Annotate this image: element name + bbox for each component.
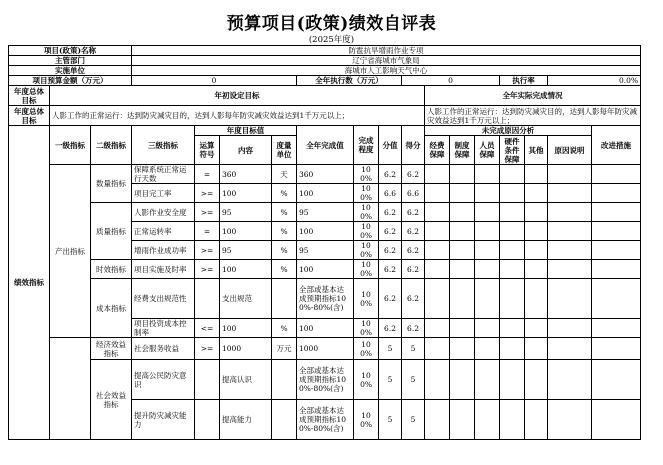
header-content: 内容 [220, 136, 272, 165]
unit-value: 海城市人工影响天气中心 [132, 66, 641, 76]
reason-cell [475, 222, 500, 241]
executed-value: 0 [402, 76, 500, 86]
reason-cell [525, 260, 548, 279]
indicator-op: <= [195, 319, 220, 338]
row-indicator-header-1 [9, 126, 641, 136]
indicator-got: 5 [402, 338, 425, 360]
indicator-value: 95 [297, 241, 354, 260]
reason-cell [525, 360, 548, 400]
improve-cell [592, 222, 641, 241]
header-annual-target: 年度目标值 [195, 126, 297, 136]
header-got: 得分 [402, 126, 425, 165]
indicator-unit: 天 [272, 165, 297, 184]
indicator-value: 360 [297, 165, 354, 184]
reason-cell [450, 279, 475, 319]
group-benefit-econ: 经济效益指标 [91, 338, 132, 360]
reason-cell [425, 319, 450, 338]
header-reason-policy: 制度保障 [450, 136, 475, 165]
reason-cell [450, 165, 475, 184]
indicator-score: 5 [379, 360, 402, 400]
page-title: 预算项目(政策)绩效自评表 [226, 14, 437, 34]
reason-cell [548, 260, 592, 279]
executed-label: 全年执行数（万元） [297, 76, 402, 86]
indicator-content: 100 [220, 184, 272, 203]
indicator-unit [272, 279, 297, 319]
improve-cell [592, 165, 641, 184]
indicator-name: 保障系统正常运行天数 [132, 165, 195, 184]
indicator-content: 360 [220, 165, 272, 184]
indicator-content: 95 [220, 203, 272, 222]
indicator-name: 项目实施及时率 [132, 260, 195, 279]
evaluation-table [8, 45, 641, 440]
dept-label: 主管部门 [9, 56, 132, 66]
reason-cell [548, 338, 592, 360]
indicator-score: 6.2 [379, 279, 402, 319]
reason-cell [475, 184, 500, 203]
indicator-content: 100 [220, 222, 272, 241]
goal-plan-header: 年初设定目标 [50, 86, 425, 106]
indicator-value: 95 [297, 203, 354, 222]
indicator-score: 5 [379, 338, 402, 360]
reason-cell [475, 400, 500, 440]
dept-value: 辽宁省海城市气象局 [132, 56, 641, 66]
group-output: 产出指标 [50, 165, 91, 338]
unit-label: 实施单位 [9, 66, 132, 76]
header-op: 运算符号 [195, 136, 220, 165]
indicator-op: = [195, 165, 220, 184]
reason-cell [425, 184, 450, 203]
budget-label: 项目预算金额（万元） [9, 76, 132, 86]
indicator-unit: % [272, 203, 297, 222]
reason-cell [500, 338, 525, 360]
indicator-value: 全部或基本达成预期指标100%-80%(含) [297, 360, 354, 400]
indicator-got: 6.2 [402, 222, 425, 241]
reason-cell [500, 360, 525, 400]
indicator-score: 5 [379, 400, 402, 440]
group-timeliness: 时效指标 [91, 260, 132, 279]
reason-cell [425, 338, 450, 360]
improve-cell [592, 400, 641, 440]
group-quality: 质量指标 [91, 203, 132, 260]
indicator-score: 6.2 [379, 319, 402, 338]
header-reason-other: 其他 [525, 136, 548, 165]
indicator-unit: % [272, 241, 297, 260]
indicator-got: 5 [402, 400, 425, 440]
table-row [9, 260, 641, 279]
indicator-score: 6.2 [379, 260, 402, 279]
reason-cell [548, 203, 592, 222]
reason-cell [525, 165, 548, 184]
reason-cell [450, 260, 475, 279]
budget-value: 0 [132, 76, 297, 86]
header-reason-fund: 经费保障 [425, 136, 450, 165]
indicator-unit: 万元 [272, 338, 297, 360]
indicator-op [195, 360, 220, 400]
indicator-completion: 100% [354, 184, 379, 203]
indicator-content: 支出规范 [220, 279, 272, 319]
reason-cell [500, 319, 525, 338]
goal-label: 年度总体目标 [9, 86, 50, 106]
indicator-name: 增雨作业成功率 [132, 241, 195, 260]
indicator-content: 1000 [220, 338, 272, 360]
indicator-value: 1000 [297, 338, 354, 360]
indicator-name: 经费支出规范性 [132, 279, 195, 319]
indicator-value: 100 [297, 319, 354, 338]
indicator-score: 6.2 [379, 241, 402, 260]
indicator-op: >= [195, 203, 220, 222]
reason-cell [475, 338, 500, 360]
improve-cell [592, 260, 641, 279]
row-goal-text [9, 106, 641, 126]
reason-cell [450, 184, 475, 203]
goal-actual-header: 全年实际完成情况 [425, 86, 641, 106]
indicator-got: 6.2 [402, 241, 425, 260]
row-unit [9, 66, 641, 76]
indicator-completion: 100% [354, 165, 379, 184]
reason-cell [525, 338, 548, 360]
indicator-got: 6.2 [402, 319, 425, 338]
indicator-completion: 100% [354, 222, 379, 241]
reason-cell [548, 279, 592, 319]
indicator-completion: 100% [354, 360, 379, 400]
indicator-completion: 100% [354, 338, 379, 360]
reason-cell [475, 203, 500, 222]
header-level2: 二级指标 [91, 126, 132, 165]
indicator-completion: 100% [354, 279, 379, 319]
reason-cell [450, 203, 475, 222]
reason-cell [548, 184, 592, 203]
indicator-op: >= [195, 184, 220, 203]
indicator-op: = [195, 222, 220, 241]
rate-label: 执行率 [500, 76, 548, 86]
rate-value: 0.0% [548, 76, 641, 86]
indicator-completion: 100% [354, 203, 379, 222]
indicator-got: 6.2 [402, 260, 425, 279]
improve-cell [592, 360, 641, 400]
reason-cell [500, 165, 525, 184]
table-row [9, 360, 641, 400]
indicator-unit: % [272, 260, 297, 279]
reason-cell [425, 241, 450, 260]
indicator-content: 100 [220, 319, 272, 338]
improve-cell [592, 241, 641, 260]
reason-cell [525, 184, 548, 203]
indicator-content: 提高认识 [220, 360, 272, 400]
reason-cell [525, 400, 548, 440]
header-full-year: 全年完成值 [297, 126, 354, 165]
indicator-unit [272, 400, 297, 440]
reason-cell [425, 260, 450, 279]
goal-plan-text: 人影工作的正常运行：达到防灾减灾目的，达到人影每年防灾减灾效益达到1千万元以上； [50, 106, 425, 126]
reason-cell [500, 400, 525, 440]
reason-cell [475, 360, 500, 400]
reason-cell [548, 400, 592, 440]
reason-cell [525, 222, 548, 241]
reason-cell [425, 222, 450, 241]
header-reason-note: 原因说明 [548, 136, 592, 165]
reason-cell [548, 319, 592, 338]
improve-cell [592, 203, 641, 222]
indicator-got: 6.6 [402, 184, 425, 203]
reason-cell [450, 241, 475, 260]
indicator-name: 提高公民防灾意识 [132, 360, 195, 400]
indicator-content: 提高能力 [220, 400, 272, 440]
indicator-got: 6.2 [402, 203, 425, 222]
reason-cell [475, 319, 500, 338]
indicator-value: 全部或基本达成预期指标100%-80%(含) [297, 400, 354, 440]
table-row [9, 338, 641, 360]
reason-cell [475, 165, 500, 184]
header-completion: 完成程度 [354, 126, 379, 165]
reason-cell [548, 222, 592, 241]
indicator-name: 人影作业安全度 [132, 203, 195, 222]
goal-label-2: 年度总体目标 [9, 106, 50, 126]
indicator-value: 100 [297, 260, 354, 279]
indicator-op: >= [195, 260, 220, 279]
project-name-value: 防雹抗旱增雨作业专项 [132, 46, 641, 56]
indicator-name: 项目投资成本控制率 [132, 319, 195, 338]
indicator-name: 正常运转率 [132, 222, 195, 241]
indicator-value: 100 [297, 184, 354, 203]
perf-indicators-label: 绩效指标 [9, 126, 50, 440]
reason-cell [475, 260, 500, 279]
indicator-op [195, 400, 220, 440]
group-benefit-blank [50, 338, 91, 440]
reason-cell [525, 279, 548, 319]
improve-cell [592, 338, 641, 360]
indicator-op: >= [195, 338, 220, 360]
indicator-completion: 100% [354, 260, 379, 279]
page-year: (2025年度) [308, 35, 355, 45]
row-goal-header [9, 86, 641, 106]
group-cost: 成本指标 [91, 279, 132, 338]
header-level1: 一级指标 [50, 126, 91, 165]
improve-cell [592, 279, 641, 319]
reason-cell [525, 203, 548, 222]
reason-cell [500, 260, 525, 279]
reason-cell [500, 222, 525, 241]
indicator-score: 6.6 [379, 184, 402, 203]
indicator-got: 6.2 [402, 279, 425, 319]
indicator-completion: 100% [354, 400, 379, 440]
reason-cell [425, 360, 450, 400]
reason-cell [425, 279, 450, 319]
reason-cell [450, 319, 475, 338]
header-reason-staff: 人员保障 [475, 136, 500, 165]
table-row [9, 165, 641, 184]
header-improve: 改进措施 [592, 126, 641, 165]
indicator-got: 5 [402, 360, 425, 400]
indicator-score: 6.2 [379, 222, 402, 241]
group-quantity: 数量指标 [91, 165, 132, 203]
group-benefit-social: 社会效益指标 [91, 360, 132, 440]
indicator-content: 95 [220, 241, 272, 260]
indicator-unit: % [272, 319, 297, 338]
indicator-unit: % [272, 184, 297, 203]
indicator-unit [272, 360, 297, 400]
indicator-name: 社会服务收益 [132, 338, 195, 360]
table-row [9, 279, 641, 319]
header-reason: 未完成原因分析 [425, 126, 592, 136]
header-reason-hardware: 硬件条件保障 [500, 136, 525, 165]
reason-cell [475, 241, 500, 260]
row-dept [9, 56, 641, 66]
indicator-value: 全部或基本达成预期指标100%-80%(含) [297, 279, 354, 319]
reason-cell [425, 165, 450, 184]
reason-cell [475, 279, 500, 319]
improve-cell [592, 184, 641, 203]
reason-cell [548, 165, 592, 184]
project-name-label: 项目(政策)名称 [9, 46, 132, 56]
header-level3: 三级指标 [132, 126, 195, 165]
indicator-score: 6.2 [379, 203, 402, 222]
indicator-unit: % [272, 222, 297, 241]
indicator-score: 6.2 [379, 165, 402, 184]
reason-cell [450, 338, 475, 360]
indicator-op [195, 279, 220, 319]
reason-cell [500, 203, 525, 222]
indicator-op: >= [195, 241, 220, 260]
header-score: 分值 [379, 126, 402, 165]
indicator-completion: 100% [354, 241, 379, 260]
header-unit: 度量单位 [272, 136, 297, 165]
reason-cell [525, 241, 548, 260]
reason-cell [525, 319, 548, 338]
reason-cell [500, 241, 525, 260]
reason-cell [425, 203, 450, 222]
reason-cell [425, 400, 450, 440]
indicator-name: 提升防灾减灾能力 [132, 400, 195, 440]
row-budget [9, 76, 641, 86]
indicator-content: 100 [220, 260, 272, 279]
reason-cell [548, 241, 592, 260]
improve-cell [592, 319, 641, 338]
reason-cell [500, 279, 525, 319]
reason-cell [450, 222, 475, 241]
indicator-got: 6.2 [402, 165, 425, 184]
indicator-completion: 100% [354, 319, 379, 338]
indicator-value: 100 [297, 222, 354, 241]
goal-actual-text: 人影工作的正常运行：达到防灾减灾目的，达到人影每年防灾减灾效益达到1千万元以上； [425, 106, 641, 126]
reason-cell [548, 360, 592, 400]
reason-cell [450, 360, 475, 400]
reason-cell [500, 184, 525, 203]
row-project-name [9, 46, 641, 56]
table-row [9, 203, 641, 222]
indicator-name: 项目完工率 [132, 184, 195, 203]
reason-cell [450, 400, 475, 440]
